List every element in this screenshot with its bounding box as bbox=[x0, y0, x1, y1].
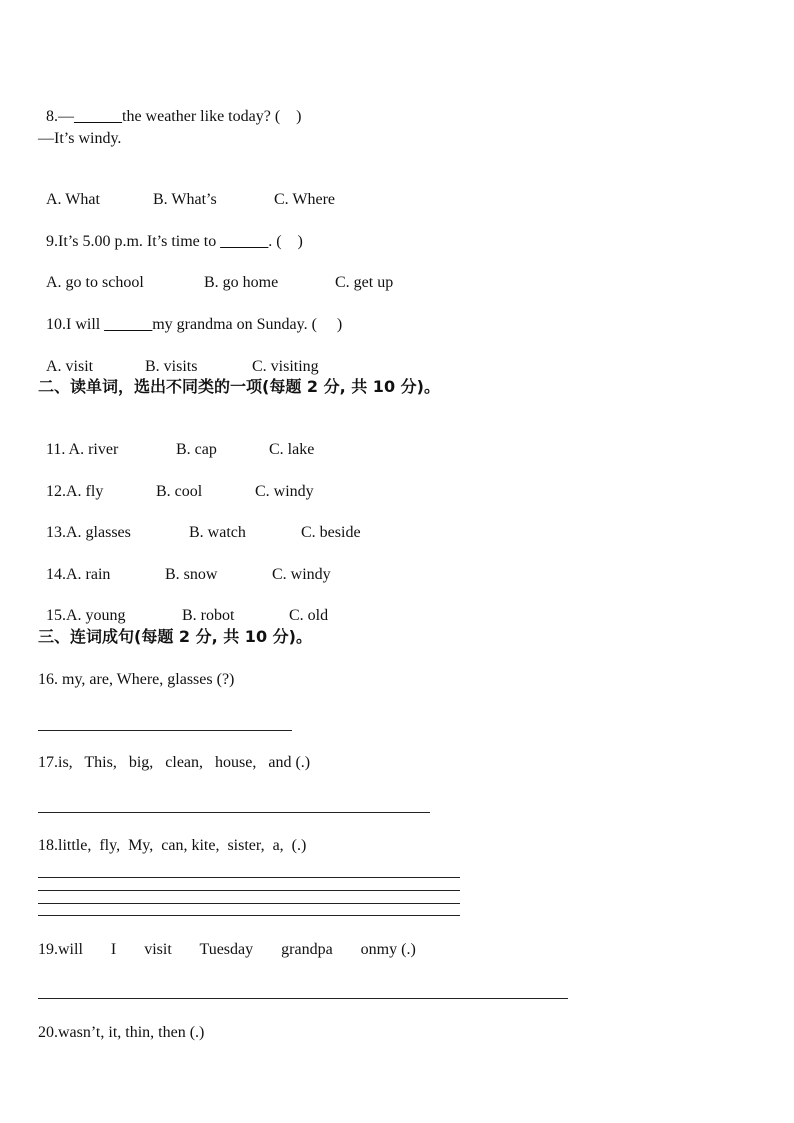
option-c: C. get up bbox=[335, 274, 394, 291]
question-14 bbox=[38, 545, 331, 585]
question-10-options bbox=[38, 337, 319, 377]
question-11 bbox=[38, 420, 314, 460]
question-9-text: . ( ) bbox=[268, 233, 303, 250]
question-19: 19.will I visit Tuesday grandpa onmy (.) bbox=[38, 941, 416, 958]
option-b: B. go home bbox=[204, 274, 279, 291]
option-a: A. river bbox=[68, 441, 119, 458]
option-b: B. What’s bbox=[153, 191, 217, 208]
question-9 bbox=[38, 212, 303, 252]
option-c: C. visiting bbox=[252, 358, 319, 375]
question-8-blank: ______ bbox=[74, 108, 122, 125]
question-8 bbox=[38, 87, 301, 127]
question-8-answer: —It’s windy. bbox=[38, 130, 122, 147]
question-number: 12. bbox=[46, 483, 66, 500]
option-b: B. cool bbox=[156, 483, 203, 500]
option-b: B. watch bbox=[189, 524, 246, 541]
option-c: C. old bbox=[289, 607, 329, 624]
section-2-heading: 二、读单词，选出不同类的一项(每题 2 分, 共 10 分)。 bbox=[38, 377, 440, 396]
question-18: 18.little, fly, My, can, kite, sister, a, (.) bbox=[38, 837, 307, 854]
option-b: B. robot bbox=[182, 607, 235, 624]
option-a: A. What bbox=[46, 191, 100, 208]
option-c: C. lake bbox=[269, 441, 315, 458]
question-8-options bbox=[38, 170, 335, 210]
question-10-text: my grandma on Sunday. ( ) bbox=[152, 316, 343, 333]
answer-line bbox=[38, 915, 460, 916]
question-10-blank: ______ bbox=[104, 316, 153, 333]
question-9-blank: ______ bbox=[220, 233, 269, 250]
option-b: B. visits bbox=[145, 358, 198, 375]
question-number: 11. bbox=[46, 441, 69, 458]
option-a: A. visit bbox=[46, 358, 94, 375]
question-8-text: the weather like today? ( ) bbox=[122, 108, 302, 125]
question-number: 13. bbox=[46, 524, 66, 541]
option-c: C. beside bbox=[301, 524, 361, 541]
question-20: 20.wasn’t, it, thin, then (.) bbox=[38, 1024, 205, 1041]
question-number: 15. bbox=[46, 607, 66, 624]
option-a: A. fly bbox=[66, 483, 104, 500]
question-8-prefix: 8.— bbox=[46, 108, 74, 125]
option-a: A. rain bbox=[66, 566, 111, 583]
question-15 bbox=[38, 586, 328, 626]
option-c: C. windy bbox=[272, 566, 331, 583]
answer-line bbox=[38, 890, 460, 891]
question-16: 16. my, are, Where, glasses (?) bbox=[38, 671, 235, 688]
option-b: B. snow bbox=[165, 566, 218, 583]
answer-line bbox=[38, 730, 292, 731]
question-10-prefix: 10.I will bbox=[46, 316, 105, 333]
section-3-heading: 三、连词成句(每题 2 分, 共 10 分)。 bbox=[38, 627, 312, 646]
question-13 bbox=[38, 503, 361, 543]
question-12 bbox=[38, 462, 314, 502]
option-a: A. glasses bbox=[66, 524, 131, 541]
answer-line bbox=[38, 877, 460, 878]
question-10 bbox=[38, 295, 342, 335]
answer-line bbox=[38, 812, 430, 813]
option-b: B. cap bbox=[176, 441, 217, 458]
question-number: 14. bbox=[46, 566, 66, 583]
question-9-options bbox=[38, 253, 393, 293]
option-a: A. young bbox=[66, 607, 126, 624]
question-9-prefix: 9.It’s 5.00 p.m. It’s time to bbox=[46, 233, 221, 250]
option-a: A. go to school bbox=[46, 274, 144, 291]
answer-line bbox=[38, 998, 568, 999]
question-17: 17.is, This, big, clean, house, and (.) bbox=[38, 754, 311, 771]
option-c: C. windy bbox=[255, 483, 314, 500]
answer-line bbox=[38, 903, 460, 904]
option-c: C. Where bbox=[274, 191, 336, 208]
